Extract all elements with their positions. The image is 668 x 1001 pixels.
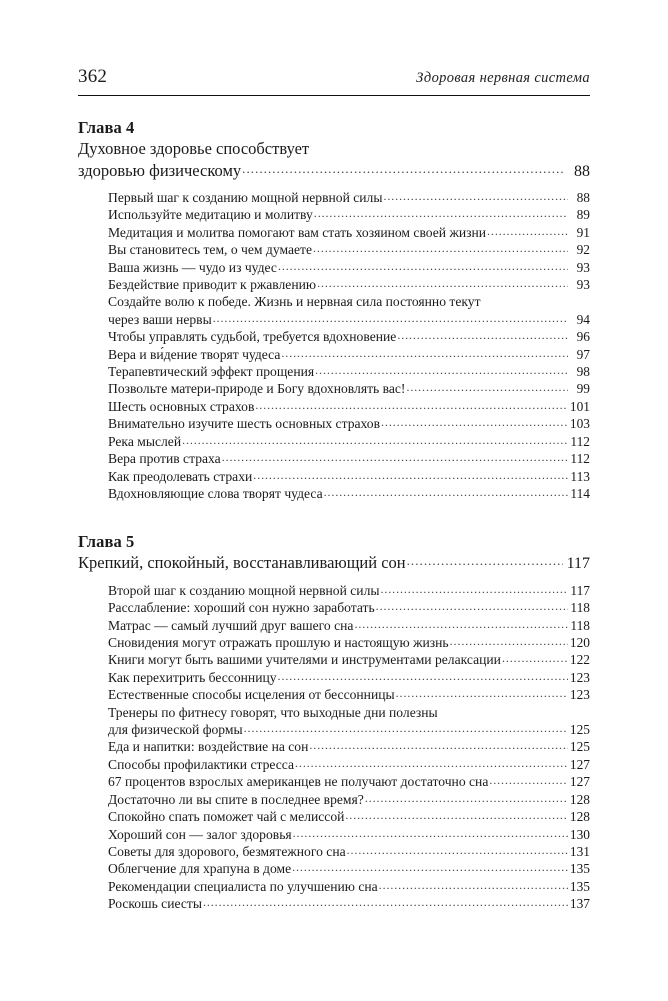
chapter-page-number: 88 (574, 162, 590, 180)
toc-entry-text: Второй шаг к созданию мощной нервной силы (108, 582, 380, 598)
toc-entry[interactable] (108, 433, 590, 450)
toc-entry-page-number: 118 (570, 617, 590, 633)
toc-entry-page-number: 113 (570, 468, 590, 484)
dot-leader (450, 637, 568, 646)
toc-entry-page-number: 114 (570, 485, 590, 501)
toc-entry-text: Река мыслей (108, 433, 182, 449)
dot-leader (396, 689, 568, 698)
toc-entry-text: Роскошь сиесты (108, 896, 202, 912)
page-folio: 362 (78, 66, 108, 87)
toc-entry[interactable] (108, 878, 590, 895)
toc-entry[interactable] (108, 450, 590, 467)
toc-entry-page-number: 97 (576, 346, 590, 362)
toc-entry-text: Вдохновляющие слова творят чудеса (108, 485, 323, 501)
toc-entry-page-number: 127 (569, 756, 590, 772)
toc-entry-page-number: 101 (569, 398, 590, 414)
toc-entry-page-number: 130 (569, 826, 590, 842)
dot-leader (278, 672, 568, 681)
toc-entry-page-number: 89 (576, 207, 590, 223)
toc-entry[interactable] (108, 651, 590, 668)
toc-entry-text: Как перехитрить бессонницу (108, 669, 277, 685)
dot-leader (397, 331, 568, 340)
dot-leader (309, 741, 568, 750)
dot-leader (383, 192, 568, 201)
toc-entry[interactable] (108, 773, 590, 790)
chapter-page-number: 117 (566, 555, 590, 573)
toc-entry-text: Естественные способы исцеления от бессонницы (108, 687, 395, 703)
dot-leader (317, 279, 568, 288)
chapter-label: Глава 4 (78, 118, 135, 137)
toc-entry-text: Рекомендации специалиста по улучшению сна (108, 878, 378, 894)
chapter-title[interactable] (0, 552, 668, 575)
chapter-block (0, 110, 668, 502)
chapter-title-text: здоровью физическому (78, 160, 242, 180)
toc-entry-text: Вера против страха (108, 451, 221, 467)
toc-entry-text: Внимательно изучите шесть основных страхов (108, 416, 381, 432)
dot-leader (222, 453, 568, 462)
toc-entry-text: Создайте волю к победе. Жизнь и нервная сила постоянно текут (108, 294, 481, 310)
toc-entry[interactable] (108, 346, 590, 363)
toc-entry-page-number: 131 (569, 843, 590, 859)
toc-entry[interactable] (108, 634, 590, 651)
toc-entry-page-number: 92 (576, 242, 590, 258)
dot-leader (489, 776, 568, 785)
toc-entry-page-number: 128 (569, 809, 590, 825)
dot-leader (253, 471, 568, 480)
toc-entry[interactable] (108, 276, 590, 293)
toc-entry[interactable] (108, 224, 590, 241)
dot-leader (278, 262, 568, 271)
toc-entry-page-number: 122 (569, 652, 590, 668)
toc-entry[interactable] (108, 241, 590, 258)
chapter-title-text: Крепкий, спокойный, восстанавливающий сон (78, 553, 406, 573)
toc-entry[interactable] (108, 599, 590, 616)
dot-leader (381, 418, 568, 427)
toc-entry-page-number: 112 (570, 433, 590, 449)
toc-entry[interactable] (108, 582, 590, 599)
dot-leader (487, 227, 568, 236)
table-of-contents (0, 110, 668, 913)
chapter-block (0, 524, 668, 912)
toc-entry[interactable] (108, 380, 590, 397)
dot-leader (379, 881, 568, 890)
dot-leader (380, 585, 568, 594)
dot-leader (315, 366, 568, 375)
toc-entry-text: Книги могут быть вашими учителями и инструментами релаксации (108, 652, 501, 668)
toc-entry-page-number: 94 (576, 311, 590, 327)
toc-entry-text: Терапевтический эффект прощения (108, 364, 315, 380)
dot-leader (292, 863, 568, 872)
toc-entry-text: для физической формы (108, 722, 243, 738)
toc-entry[interactable] (108, 756, 590, 773)
running-head (78, 66, 590, 88)
toc-entry-page-number: 98 (576, 364, 590, 380)
dot-leader (295, 759, 568, 768)
toc-entry-text: Сновидения могут отражать прошлую и настоящую жизнь (108, 635, 449, 651)
toc-entry-page-number: 120 (569, 635, 590, 651)
toc-entry[interactable] (108, 206, 590, 223)
toc-entry-text: Достаточно ли вы спите в последнее время? (108, 791, 364, 807)
toc-entry-text: Ваша жизнь — чудо из чудес (108, 259, 277, 275)
toc-entry-page-number: 103 (569, 416, 590, 432)
dot-leader (293, 829, 568, 838)
toc-entry-page-number: 91 (576, 224, 590, 240)
dot-leader (406, 383, 568, 392)
toc-entry-page-number: 135 (569, 861, 590, 877)
chapter-title[interactable] (0, 138, 668, 182)
toc-entry-page-number: 88 (576, 190, 590, 205)
toc-entry[interactable] (108, 826, 590, 843)
toc-entry[interactable] (108, 328, 590, 345)
toc-entry-text: Способы профилактики стресса (108, 756, 295, 772)
toc-entry-text: 67 процентов взрослых американцев не получают достаточно сна (108, 774, 489, 790)
chapter-entry-list (0, 582, 668, 913)
toc-entry-text: Чтобы управлять судьбой, требуется вдохновение (108, 329, 397, 345)
chapter-label: Глава 5 (78, 532, 135, 552)
toc-entry[interactable] (108, 669, 590, 686)
dot-leader (182, 436, 568, 445)
toc-entry-text: Бездействие приводит к ржавлению (108, 277, 317, 293)
toc-entry-text: Хороший сон — залог здоровья (108, 826, 292, 842)
dot-leader (314, 209, 568, 218)
chapter-title-row[interactable] (78, 160, 590, 183)
toc-entry-text: Первый шаг к созданию мощной нервной силы (108, 190, 383, 205)
toc-entry-text: Облегчение для храпуна в доме (108, 861, 292, 877)
running-head-title: Здоровая нервная система (416, 70, 590, 86)
toc-entry-text: Медитация и молитва помогают вам стать хозяином своей жизни (108, 224, 487, 240)
dot-leader (324, 488, 568, 497)
toc-entry[interactable] (108, 398, 590, 415)
toc-entry-page-number: 137 (569, 896, 590, 912)
dot-leader (281, 349, 568, 358)
toc-entry-text: Вера и ви́дение творят чудеса (108, 346, 281, 362)
toc-entry[interactable] (108, 415, 590, 432)
chapter-title-text: Духовное здоровье способствует (78, 139, 310, 158)
toc-entry-page-number: 127 (569, 774, 590, 790)
toc-entry-text: Матрас — самый лучший друг вашего сна (108, 617, 354, 633)
dot-leader (203, 898, 568, 907)
toc-entry[interactable] (108, 808, 590, 825)
toc-entry-text: Вы становитесь тем, о чем думаете (108, 242, 313, 258)
toc-entry-text: через ваши нервы (108, 311, 212, 327)
toc-entry-page-number: 123 (569, 669, 590, 685)
dot-leader (376, 602, 568, 611)
toc-entry-text: Спокойно спать поможет чай с мелиссой (108, 809, 345, 825)
toc-entry[interactable] (108, 738, 590, 755)
toc-entry-text: Советы для здорового, безмятежного сна (108, 843, 346, 859)
toc-entry[interactable] (108, 468, 590, 485)
toc-entry-page-number: 112 (570, 451, 590, 467)
toc-entry-page-number: 118 (570, 600, 590, 616)
dot-leader (313, 244, 568, 253)
toc-entry-text: Расслабление: хороший сон нужно заработать (108, 600, 375, 616)
chapter-title-row[interactable] (78, 552, 590, 575)
toc-entry[interactable] (108, 311, 590, 328)
toc-entry[interactable] (108, 617, 590, 634)
toc-entry[interactable] (108, 721, 590, 738)
dot-leader (345, 811, 568, 820)
toc-entry-page-number: 123 (569, 687, 590, 703)
toc-entry-text: Еда и напитки: воздействие на сон (108, 739, 309, 755)
toc-entry[interactable] (108, 791, 590, 808)
toc-entry[interactable] (108, 363, 590, 380)
toc-entry-text: Позвольте матери-природе и Богу вдохновлять вас! (108, 381, 406, 397)
header-rule (78, 95, 590, 96)
toc-entry[interactable] (108, 189, 590, 206)
dot-leader (244, 724, 568, 733)
toc-entry[interactable] (108, 485, 590, 502)
toc-entry-text: Тренеры по фитнесу говорят, что выходные дни полезны (108, 704, 438, 720)
toc-entry-text: Шесть основных страхов (108, 398, 255, 414)
dot-leader (502, 654, 568, 663)
toc-entry-page-number: 125 (569, 722, 590, 738)
toc-entry-page-number: 93 (576, 277, 590, 293)
dot-leader (213, 314, 568, 323)
dot-leader (242, 164, 563, 174)
dot-leader (347, 846, 568, 855)
dot-leader (354, 620, 568, 629)
chapter-entry-list (0, 189, 668, 502)
toc-entry-page-number: 99 (576, 381, 590, 397)
toc-entry[interactable] (108, 259, 590, 276)
toc-entry-page-number: 96 (576, 329, 590, 345)
toc-entry[interactable] (108, 860, 590, 877)
dot-leader (407, 556, 563, 566)
toc-entry[interactable] (108, 686, 590, 703)
toc-entry-page-number: 117 (570, 582, 590, 598)
toc-entry-page-number: 135 (569, 878, 590, 894)
toc-entry-page-number: 93 (576, 259, 590, 275)
dot-leader (255, 401, 568, 410)
toc-entry[interactable] (108, 895, 590, 912)
toc-entry-text: Используйте медитацию и молитву (108, 207, 313, 223)
toc-entry-page-number: 128 (569, 791, 590, 807)
toc-entry-text: Как преодолевать страхи (108, 468, 253, 484)
toc-entry-page-number: 125 (569, 739, 590, 755)
toc-entry[interactable] (108, 843, 590, 860)
dot-leader (365, 794, 568, 803)
